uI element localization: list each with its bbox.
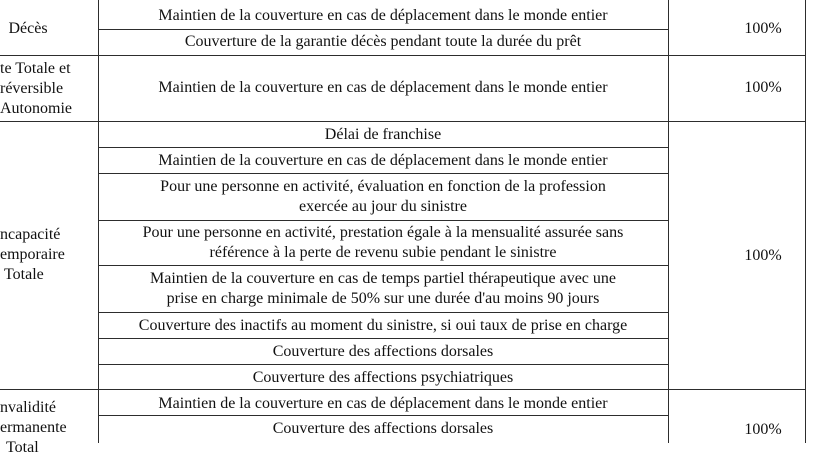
table-border-right <box>805 0 806 443</box>
guarantee-item-line: prise en charge minimale de 50% sur une durée d'au moins 90 jours <box>166 290 600 307</box>
risk-label-line: te Totale et <box>0 60 71 77</box>
guarantee-item: Maintien de la couverture en cas de déplacement dans le monde entier <box>158 395 608 412</box>
guarantee-item: Couverture de la garantie décès pendant toute la durée du prêt <box>184 33 582 50</box>
guarantee-item: Maintien de la couverture en cas de déplacement dans le monde entier <box>158 152 608 169</box>
risk-label-line: nvalidité <box>0 399 56 416</box>
guarantee-item: Couverture des inactifs au moment du sinistre, si oui taux de prise en charge <box>138 317 628 334</box>
row-divider-1 <box>0 55 806 56</box>
inner-divider <box>98 364 669 365</box>
risk-label-line: Total <box>6 439 39 456</box>
row-divider-3 <box>0 389 806 390</box>
guarantee-item-line: Pour une personne en activité, prestation égale à la mensualité assurée sans <box>142 224 624 241</box>
coverage-value: 100% <box>744 20 782 37</box>
guarantee-item: Couverture des affections dorsales <box>272 420 494 437</box>
coverage-value: 100% <box>744 247 782 264</box>
guarantee-item: Maintien de la couverture en cas de déplacement dans le monde entier <box>158 79 608 96</box>
inner-divider <box>98 220 669 221</box>
guarantee-item: Couverture des affections psychiatriques <box>252 369 514 386</box>
guarantee-item-line: exercée au jour du sinistre <box>299 198 467 215</box>
inner-divider <box>98 338 669 339</box>
risk-label-line: ermanente <box>0 419 67 436</box>
guarantee-item-line: référence à la perte de revenu subie pendant le sinistre <box>209 244 557 261</box>
coverage-value: 100% <box>744 79 782 96</box>
guarantee-item: Maintien de la couverture en cas de déplacement dans le monde entier <box>158 7 608 24</box>
risk-label-line: Totale <box>4 266 44 283</box>
guarantee-item: Couverture des affections dorsales <box>272 343 494 360</box>
inner-divider <box>98 173 669 174</box>
inner-divider <box>98 265 669 266</box>
risk-label-line: ncapacité <box>0 226 61 243</box>
guarantee-item: Délai de franchise <box>324 126 442 143</box>
guarantee-item-line: Pour une personne en activité, évaluation en fonction de la profession <box>160 178 606 195</box>
risk-label-line: emporaire <box>0 246 65 263</box>
table-border-left-middle <box>98 0 99 443</box>
inner-divider <box>98 29 669 30</box>
inner-divider <box>98 415 669 416</box>
guarantee-item-line: Maintien de la couverture en cas de temps partiel thérapeutique avec une <box>149 270 617 287</box>
risk-label-line: Autonomie <box>0 100 72 117</box>
coverage-value: 100% <box>744 421 782 438</box>
row-divider-2 <box>0 121 806 122</box>
risk-label-line: réversible <box>0 80 64 97</box>
inner-divider <box>98 312 669 313</box>
inner-divider <box>98 147 669 148</box>
risk-label: Décès <box>8 20 48 37</box>
table-border-right-middle <box>668 0 669 443</box>
